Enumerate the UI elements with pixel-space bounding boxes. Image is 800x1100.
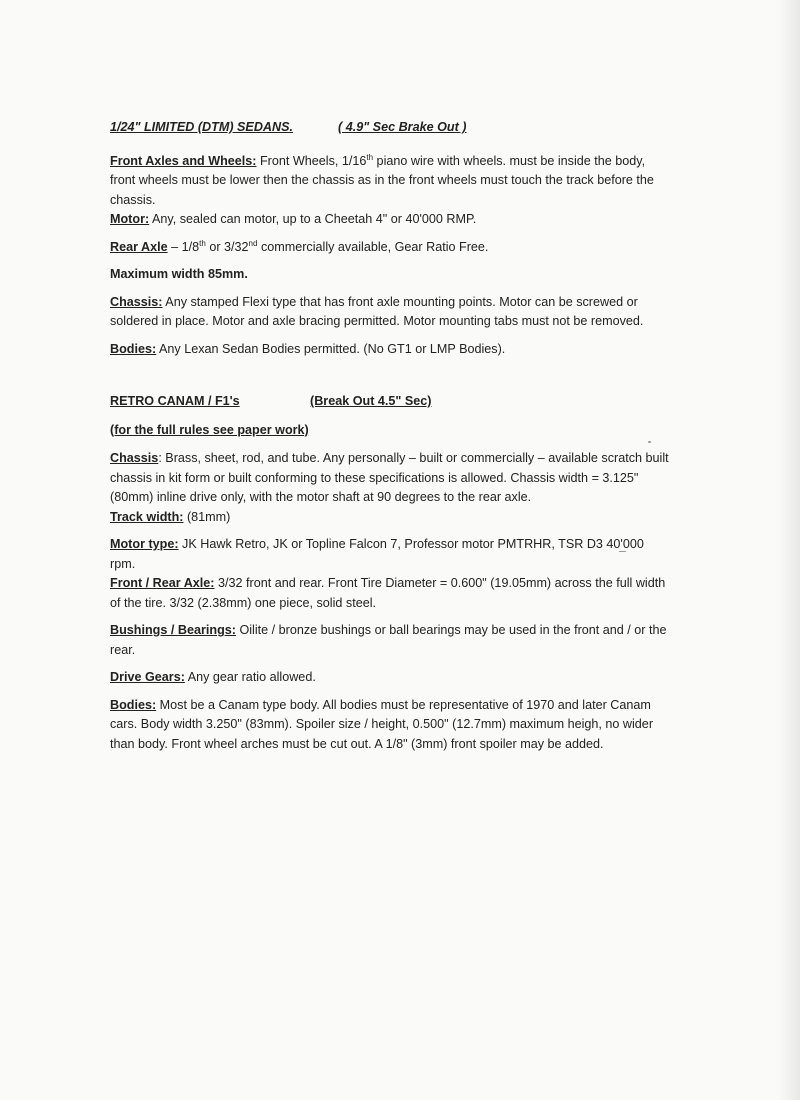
section1-title: 1/24" LIMITED (DTM) SEDANS. (110, 120, 293, 134)
front-axles-paragraph (110, 152, 670, 211)
canam-bodies-label: Bodies: (110, 697, 157, 712)
front-axles-text-b: piano wire with wheels. must be inside the body, front wheels must be lower then the chassis as in the front wheels must touch the track before the chassis. (110, 153, 654, 207)
motor-text: Any, sealed can motor, up to a Cheetah 4" or 40'000 RMP. (149, 212, 477, 226)
canam-bodies-paragraph (110, 696, 670, 755)
section2-heading (110, 392, 670, 412)
canam-chassis-label: Chassis (110, 451, 159, 465)
motor-type-label: Motor type: (110, 537, 179, 551)
front-rear-axle-text: 3/32 front and rear. Front Tire Diameter = 0.600" (19.05mm) across the full width of the tire. 3/32 (2.38mm) one piece, solid steel. (110, 576, 666, 610)
front-axles-label: Front Axles and Wheels: (110, 153, 257, 168)
bushings-paragraph (110, 621, 670, 660)
drive-gears-label: Drive Gears: (110, 670, 185, 684)
track-width-paragraph (110, 508, 670, 528)
chassis-paragraph (110, 293, 670, 332)
bushings-text: Oilite / bronze bushings or ball bearings may be used in the front and / or the rear. (110, 623, 667, 657)
front-rear-axle-paragraph (110, 574, 670, 613)
canam-bodies-text: Most be a Canam type body. All bodies must be representative of 1970 and later Canam cars. Body width 3.250" (83mm). Spoiler size / height, 0.500" (12.7mm) maximum heigh, no wider than body. Front wheel arches must be cut out. A 1/8" (3mm) front spoiler may be added. (110, 697, 654, 751)
rear-axle-sup2: nd (248, 238, 258, 248)
motor-type-text: JK Hawk Retro, JK or Topline Falcon 7, Professor motor PMTRHR, TSR D3 40'000 rpm. (110, 537, 644, 571)
drive-gears-text: Any gear ratio allowed. (184, 670, 316, 684)
section1-brake-out: ( 4.9" Sec Brake Out ) (338, 120, 467, 134)
paperwork-note: (for the full rules see paper work) (110, 422, 309, 437)
front-axles-text-a: Front Wheels, 1/16 (256, 153, 367, 168)
motor-type-paragraph (110, 535, 670, 574)
rear-axle-label: Rear Axle (110, 239, 168, 254)
front-rear-axle-label: Front / Rear Axle: (110, 576, 215, 590)
max-width: Maximum width 85mm. (110, 267, 248, 281)
section2-breakout: (Break Out 4.5" Sec) (310, 394, 432, 408)
rear-axle-text-a: – 1/8 (167, 239, 200, 254)
track-width-text: (81mm) (183, 509, 231, 524)
document-content (110, 118, 670, 762)
motor-label: Motor: (110, 212, 150, 226)
scan-edge-shadow (778, 0, 800, 1100)
rear-axle-text-b: or 3/32 (205, 239, 249, 254)
bushings-label: Bushings / Bearings: (110, 623, 236, 637)
section2-title: RETRO CANAM / F1's (110, 394, 240, 408)
section2 (110, 392, 670, 754)
track-width-label: Track width: (110, 509, 184, 524)
motor-paragraph (110, 210, 670, 230)
bodies-label: Bodies: (110, 341, 157, 356)
canam-chassis-text: : Brass, sheet, rod, and tube. Any personally – built or commercially – available scratch built chassis in kit form or built conforming to these specifications is allowed. Chassis width = 3.125" (80mm) inline drive only, with the motor shaft at 90 degrees to the rear axle. (110, 451, 669, 504)
bodies-text: Any Lexan Sedan Bodies permitted. (No GT1 or LMP Bodies). (156, 341, 506, 356)
chassis-label: Chassis: (110, 294, 163, 309)
bodies-paragraph (110, 340, 670, 360)
front-axles-sup: th (366, 152, 374, 162)
rear-axle-paragraph (110, 238, 670, 258)
rear-axle-text-c: commercially available, Gear Ratio Free. (257, 239, 489, 254)
drive-gears-paragraph (110, 668, 670, 688)
rear-axle-sup1: th (199, 238, 206, 248)
chassis-text: Any stamped Flexi type that has front axle mounting points. Motor can be screwed or soldered in place. Motor and axle bracing permitted. Motor mounting tabs must not be removed. (110, 294, 644, 328)
section1-heading (110, 118, 670, 138)
canam-chassis-paragraph (110, 449, 670, 508)
